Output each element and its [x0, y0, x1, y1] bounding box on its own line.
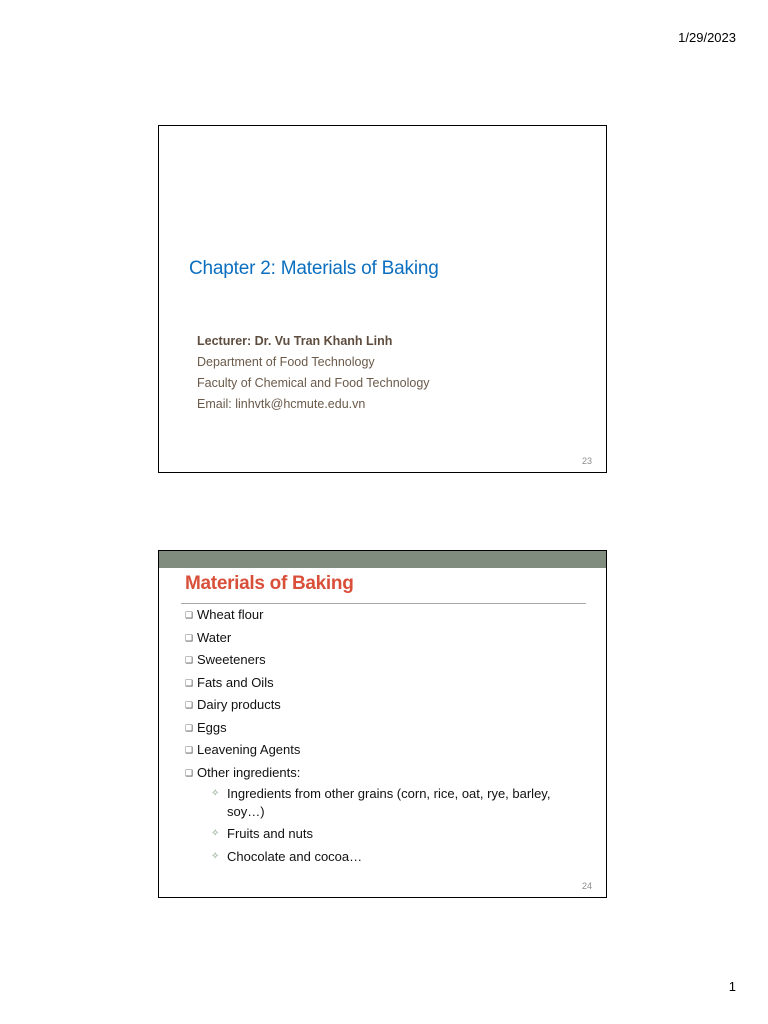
checkbox-bullet-icon: ❑	[185, 745, 194, 755]
slide-header-bar	[159, 551, 606, 568]
list-item: ❑ Fats and Oils	[185, 674, 274, 690]
checkbox-bullet-icon: ❑	[185, 700, 194, 710]
list-item: ❑ Other ingredients: ✧ Ingredients from other grains (corn, rice, oat, rye, barley, soy…) ✧ Fruits and nuts ✧ Chocolate and cocoa…	[185, 764, 585, 866]
email: Email: linhvtk@hcmute.edu.vn	[197, 397, 366, 411]
slide-number: 24	[581, 881, 592, 891]
title-divider	[181, 603, 586, 604]
list-item: ❑ Sweeteners	[185, 652, 266, 667]
lecturer-name: Lecturer: Dr. Vu Tran Khanh Linh	[197, 334, 393, 348]
diamond-bullet-icon: ✧	[211, 828, 220, 839]
sub-list-item: ✧ Chocolate and cocoa…	[211, 848, 363, 864]
sub-bullet-list	[197, 785, 585, 866]
slide-24	[158, 550, 607, 898]
list-item: ❑ Eggs	[185, 719, 227, 735]
page-number: 1	[728, 979, 736, 994]
list-item: ❑ Dairy products	[185, 697, 281, 712]
checkbox-bullet-icon: ❑	[185, 632, 194, 643]
lecturer-info	[197, 331, 430, 415]
slide-title: Chapter 2: Materials of Baking	[189, 258, 439, 279]
checkbox-bullet-icon: ❑	[185, 677, 194, 688]
checkbox-bullet-icon: ❑	[185, 767, 194, 778]
slide-title: Materials of Baking	[185, 573, 354, 594]
department: Department of Food Technology	[197, 355, 375, 369]
checkbox-bullet-icon: ❑	[185, 722, 194, 733]
faculty: Faculty of Chemical and Food Technology	[197, 376, 430, 390]
sub-list-item: ✧ Ingredients from other grains (corn, rice, oat, rye, barley, soy…)	[211, 785, 551, 819]
slide-23	[158, 125, 607, 473]
list-item: ❑ Water	[185, 629, 232, 645]
sub-list-item: ✧ Fruits and nuts	[211, 826, 313, 841]
list-item: ❑ Leavening Agents	[185, 742, 301, 757]
bullet-list	[185, 606, 585, 870]
checkbox-bullet-icon: ❑	[185, 655, 194, 665]
list-item: ❑ Wheat flour	[185, 607, 264, 622]
checkbox-bullet-icon: ❑	[185, 610, 194, 620]
slide-number: 23	[581, 456, 592, 466]
diamond-bullet-icon: ✧	[211, 787, 220, 799]
diamond-bullet-icon: ✧	[211, 850, 220, 862]
page-date: 1/29/2023	[678, 30, 736, 45]
